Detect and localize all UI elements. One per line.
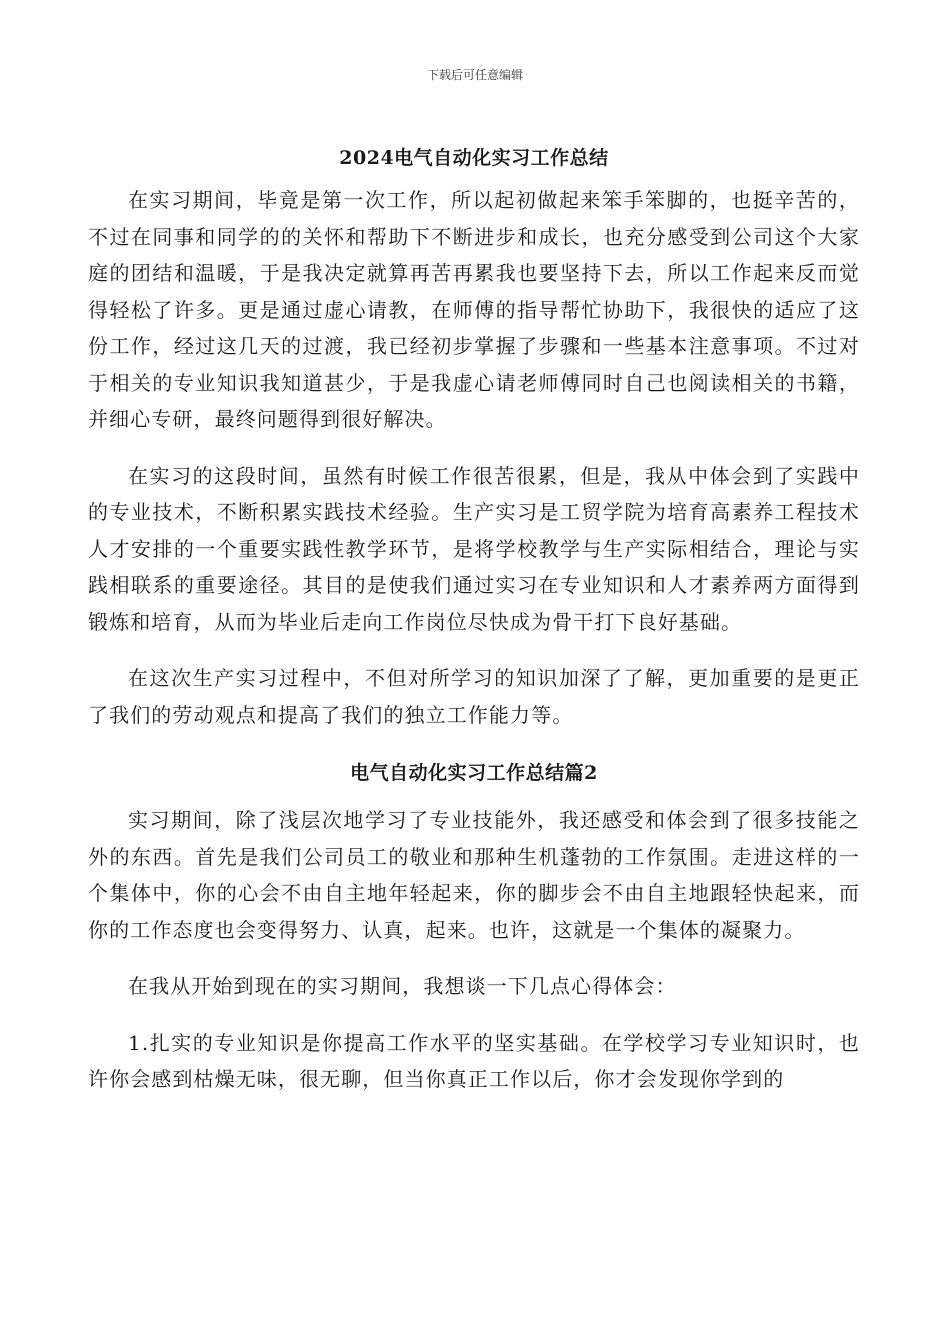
paragraph: 实习期间，除了浅层次地学习了专业技能外，我还感受和体会到了很多技能之外的东西。首先是我们公司员工的敬业和那种生机蓬勃的工作氛围。走进这样的一个集体中，你的心会不由自主地年轻起来，你的脚步会不由自主地跟轻快起来，而你的工作态度也会变得努力、认真，起来。也许，这就是一个集体的凝聚力。 bbox=[88, 808, 860, 942]
page-header-note: 下载后可任意编辑 bbox=[426, 68, 523, 82]
paragraph: 在我从开始到现在的实习期间，我想谈一下几点心得体会： bbox=[128, 974, 677, 998]
paragraph: 在实习期间，毕竟是第一次工作，所以起初做起来笨手笨脚的，也挺辛苦的，不过在同事和同学的的关怀和帮助下不断进步和成长，也充分感受到公司这个大家庭的团结和温暖，于是我决定就算再苦再累我也要坚持下去，所以工作起来反而觉得轻松了许多。更是通过虚心请教，在师傅的指导帮忙协助下，我很快的适应了这份工作，经过这几天的过渡，我已经初步掌握了步骤和一些基本注意事项。不过对于相关的专业知识我知道甚少，于是我虚心请老师傅同时自己也阅读相关的书籍，并细心专研，最终问题得到很好解决。 bbox=[88, 188, 860, 431]
document-title: 2024电气自动化实习工作总结 bbox=[339, 147, 609, 169]
document-body bbox=[88, 138, 860, 1118]
section-title: 电气自动化实习工作总结篇2 bbox=[350, 762, 598, 784]
paragraph: 在实习的这段时间，虽然有时候工作很苦很累，但是，我从中体会到了实践中的专业技术，不断积累实践技术经验。生产实习是工贸学院为培育高素养工程技术人才安排的一个重要实践性教学环节，是将学校教学与生产实际相结合，理论与实践相联系的重要途径。其目的是使我们通过实习在专业知识和人才素养两方面得到锻炼和培育，从而为毕业后走向工作岗位尽快成为骨干打下良好基础。 bbox=[88, 463, 860, 634]
paragraph: 1.扎实的专业知识是你提高工作水平的坚实基础。在学校学习专业知识时，也许你会感到枯燥无味，很无聊，但当你真正工作以后，你才会发现你学到的 bbox=[88, 1030, 860, 1091]
paragraph: 在这次生产实习过程中，不但对所学习的知识加深了了解，更加重要的是更正了我们的劳动观点和提高了我们的独立工作能力等。 bbox=[88, 666, 860, 727]
